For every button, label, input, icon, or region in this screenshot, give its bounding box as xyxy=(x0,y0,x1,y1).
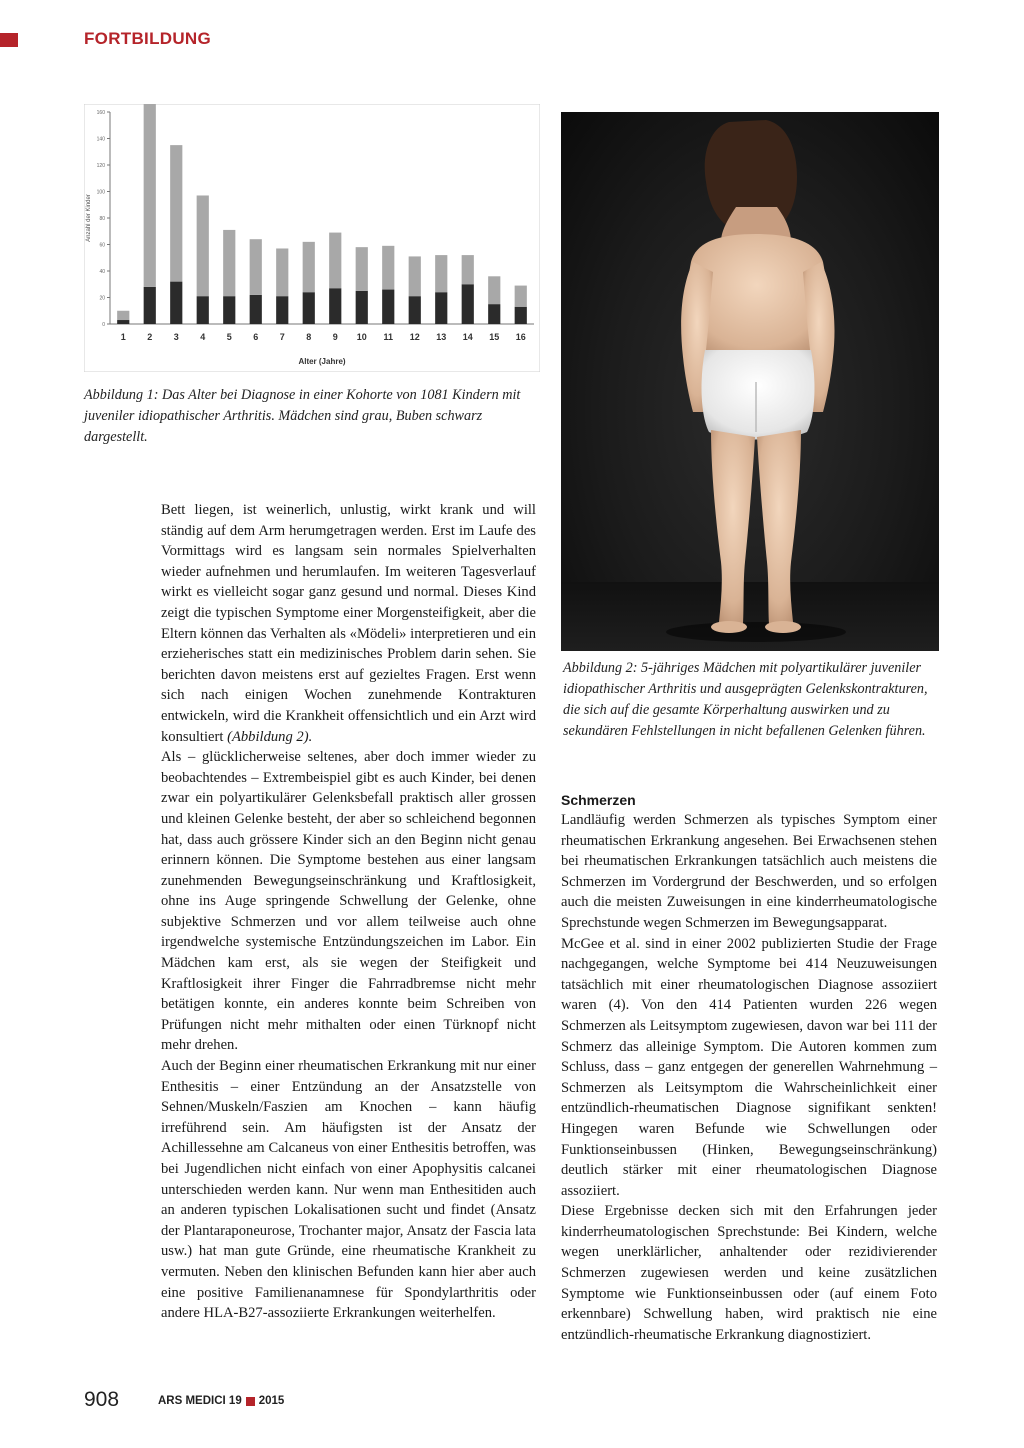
x-tick-label: 6 xyxy=(253,332,259,342)
figure2-caption-text: Abbildung 2: 5-jähriges Mädchen mit polyartikulärer juveniler idiopathischer Arthritis und ausgeprägten Gelenkskontrakturen, die sich auf die gesamte Körperhaltung auswirken und zu sekundären Fehlstellungen in nicht befallenen Gelenken führen. xyxy=(563,660,928,739)
y-tick-label: 0 xyxy=(102,322,105,328)
bar-boys xyxy=(250,295,262,324)
child-figure-illustration xyxy=(561,112,939,651)
section-title: FORTBILDUNG xyxy=(84,29,212,48)
journal-separator xyxy=(246,1397,255,1406)
age-distribution-chart xyxy=(84,104,540,372)
bar-boys xyxy=(197,296,209,324)
x-tick-label: 15 xyxy=(489,332,500,342)
right-paragraph-3: Diese Ergebnisse decken sich mit den Erfahrungen jeder kinderrheumatologischen Sprechstunde: Bei Kindern, welche wegen unerklärlicher, anhaltender oder rezidivierender Schmerzen zugewiesen werden und keine zusätzlichen Symptome wie Funktionseinbussen oder (auf einem Foto erkennbare) Schwellung haben, wird praktisch nie eine entzündlich-rheumatische Erkrankung diagnostiziert. xyxy=(561,1203,937,1343)
journal-name: ARS MEDICI 19 xyxy=(158,1395,242,1407)
journal-info xyxy=(158,1395,284,1407)
left-text-column xyxy=(161,500,536,1324)
bar-boys xyxy=(144,287,156,324)
bar-boys xyxy=(356,291,368,324)
left-paragraph-1-text: Bett liegen, ist weinerlich, unlustig, wirkt krank und will ständig auf dem Arm herumgetragen werden. Erst im Laufe des Vormittags wird es langsam sein normales Spielverhalten wieder aufnehmen und herumlaufen. Im weiteren Tagesverlauf wirkt es vielleicht sogar ganz gesund und normal. Dieses Kind zeigt die typischen Symptome einer Morgensteifigkeit, aber die Eltern können das Verhalten als «Mödeli» interpretieren und ein erzieherisches statt ein medizinisches Problem darin sehen. Sie berichten davon meistens erst auf gezieltes Fragen. Erst wenn sich nach einigen Wochen zunehmende Kontrakturen entwickeln, wird die Krankheit offensichtlich und ein Arzt wird konsultiert xyxy=(161,502,536,745)
x-tick-label: 14 xyxy=(462,332,473,342)
y-tick-label: 120 xyxy=(96,163,105,169)
page-number: 908 xyxy=(84,1388,120,1411)
chart-svg xyxy=(84,104,540,372)
x-tick-label: 13 xyxy=(436,332,447,342)
bar-girls xyxy=(303,242,315,292)
bar-girls xyxy=(117,311,129,320)
x-tick-label: 8 xyxy=(306,332,312,342)
bar-girls xyxy=(409,256,421,296)
y-tick-label: 100 xyxy=(96,189,105,196)
right-text-column xyxy=(561,790,937,1345)
left-paragraph-3: Auch der Beginn einer rheumatischen Erkrankung mit nur einer Enthesitis – einer Entzündung an der Ansatzstelle von Sehnen/Muskeln/Faszien am Knochen – kann häufig irreführend sein. Am häufigsten ist der Ansatz der Achillessehne am Calcaneus von einer Enthesitis betroffen, was bei Jugendlichen nicht einfach von einer Apophysitis calcanei unterschieden werden kann. Nur wenn man Enthesitiden auch an anderen typischen Lokalisationen sucht und findet (Ansatz der Plantaraponeurose, Trochanter major, Ansatz der Fascia lata usw.) hat man gute Gründe, eine rheumatische Krankheit zu vermuten. Neben den klinischen Befunden kann hier aber auch eine positive Familienanamnese für Spondylarthritis oder andere HLA-B27-assoziierte Erkrankungen weiterhelfen. xyxy=(161,1058,536,1322)
bar-girls xyxy=(276,248,288,296)
section-heading-schmerzen: Schmerzen xyxy=(561,792,636,808)
bar-boys xyxy=(515,307,527,324)
section-marker xyxy=(0,33,18,47)
y-tick-label: 140 xyxy=(96,136,105,143)
x-tick-label: 10 xyxy=(356,332,367,342)
figure2-caption xyxy=(563,658,939,742)
y-tick-label: 20 xyxy=(99,295,105,302)
y-tick-label: 160 xyxy=(96,110,105,116)
x-tick-label: 1 xyxy=(120,332,126,342)
bar-boys xyxy=(382,290,394,324)
journal-year: 2015 xyxy=(258,1395,285,1407)
x-tick-label: 4 xyxy=(200,332,206,342)
x-tick-label: 11 xyxy=(383,332,394,342)
bar-boys xyxy=(462,284,474,324)
bar-girls xyxy=(515,286,527,307)
bar-boys xyxy=(223,296,235,324)
right-paragraph-2: McGee et al. sind in einer 2002 publizierten Studie der Frage nachgegangen, welche Symptome bei 414 Neuzuweisungen tatsächlich mit einer rheumatologischen Diagnose assoziiert waren (4). Von den 414 Patienten wurden 226 wegen Schmerzen als Leitsymptom zugewiesen, davon war bei 111 der Schmerz das alleinige Symptom. Die Autoren kommen zum Schluss, dass – ganz entgegen der generellen Wahrnehmung – Schmerzen als Leitsymptom die Wahrscheinlichkeit einer entzündlich-rheumatischen Diagnose signifikant senkten! Hingegen waren Befunde wie Schwellungen oder Funktionseinbussen (Hinken, Bewegungseinschränkung) deutlich stärker mit einer rheumatologischen Diagnose assoziiert. xyxy=(561,935,937,1199)
bar-boys xyxy=(435,292,447,324)
bar-girls xyxy=(197,195,209,296)
bar-boys xyxy=(488,304,500,324)
right-paragraph-1: Landläufig werden Schmerzen als typisches Symptom einer rheumatischen Erkrankung angesehen. Bei Erwachsenen stehen bei rheumatischen Erkrankungen tatsächlich auch meistens die Schmerzen im Vordergrund der Beschwerden, und so erfolgen auch die meisten Zuweisungen in eine kinderrheumatologische Sprechstunde wegen Schmerzen im Bewegungsapparat. xyxy=(561,812,937,931)
bar-boys xyxy=(276,296,288,324)
bar-boys xyxy=(117,320,129,324)
x-tick-label: 5 xyxy=(226,332,232,342)
x-tick-label: 7 xyxy=(279,332,285,342)
patient-photo xyxy=(561,112,939,651)
bar-boys xyxy=(409,296,421,324)
bar-girls xyxy=(462,255,474,284)
y-tick-label: 80 xyxy=(99,216,105,222)
x-axis-label: Alter (Jahre) xyxy=(298,357,346,366)
left-paragraph-1 xyxy=(161,500,536,747)
bar-boys xyxy=(329,288,341,324)
bar-girls xyxy=(250,239,262,295)
figure1-caption xyxy=(84,385,536,448)
x-tick-label: 16 xyxy=(515,332,526,342)
bar-girls xyxy=(329,233,341,289)
bar-girls xyxy=(144,104,156,287)
bar-girls xyxy=(382,246,394,290)
x-tick-label: 12 xyxy=(409,332,420,342)
left-paragraph-2: Als – glücklicherweise seltenes, aber doch immer wieder zu beobachtendes – Extrembeispiel gibt es auch Kinder, bei denen zwar ein polyartikulärer Gelenksbefall praktisch aller grossen und kleinen Gelenke besteht, der aber so schleichend begonnen hat, dass auch grössere Kinder sich an den Beginn nicht genau erinnern können. Die Symptome bestehen aus einer langsam zunehmenden Bewegungseinschränkung und Kraftlosigkeit, ohne ins Auge springende Schwellung der Gelenke, ohne subjektive Schmerzen und vor allem teilweise auch ohne irgendwelche systemische Entzündungszeichen im Labor. Ein Mädchen kam erst, als sie wegen der Steifigkeit und Kraftlosigkeit ihrer Finger die Fahrradbremse nicht mehr betätigen konnte, ein anderes konnte beim Schreiben von Prüfungen nicht mehr mithalten oder einen Türknopf nicht mehr drehen. xyxy=(161,749,536,1054)
bar-boys xyxy=(170,282,182,324)
bar-girls xyxy=(488,276,500,304)
figure1-caption-text: Abbildung 1: Das Alter bei Diagnose in einer Kohorte von 1081 Kindern mit juveniler idiopathischer Arthritis. Mädchen sind grau, Buben schwarz dargestellt. xyxy=(84,387,521,445)
x-tick-label: 2 xyxy=(147,332,153,342)
bar-girls xyxy=(223,230,235,296)
bar-girls xyxy=(170,145,182,281)
figure2-reference: (Abbildung 2). xyxy=(227,728,313,745)
y-axis-label: Anzahl der Kinder xyxy=(86,194,92,242)
x-tick-label: 3 xyxy=(173,332,179,342)
x-tick-label: 9 xyxy=(332,332,338,342)
bar-girls xyxy=(435,255,447,292)
bar-boys xyxy=(303,292,315,324)
y-tick-label: 40 xyxy=(99,269,105,275)
y-tick-label: 60 xyxy=(99,242,105,249)
bar-girls xyxy=(356,247,368,291)
